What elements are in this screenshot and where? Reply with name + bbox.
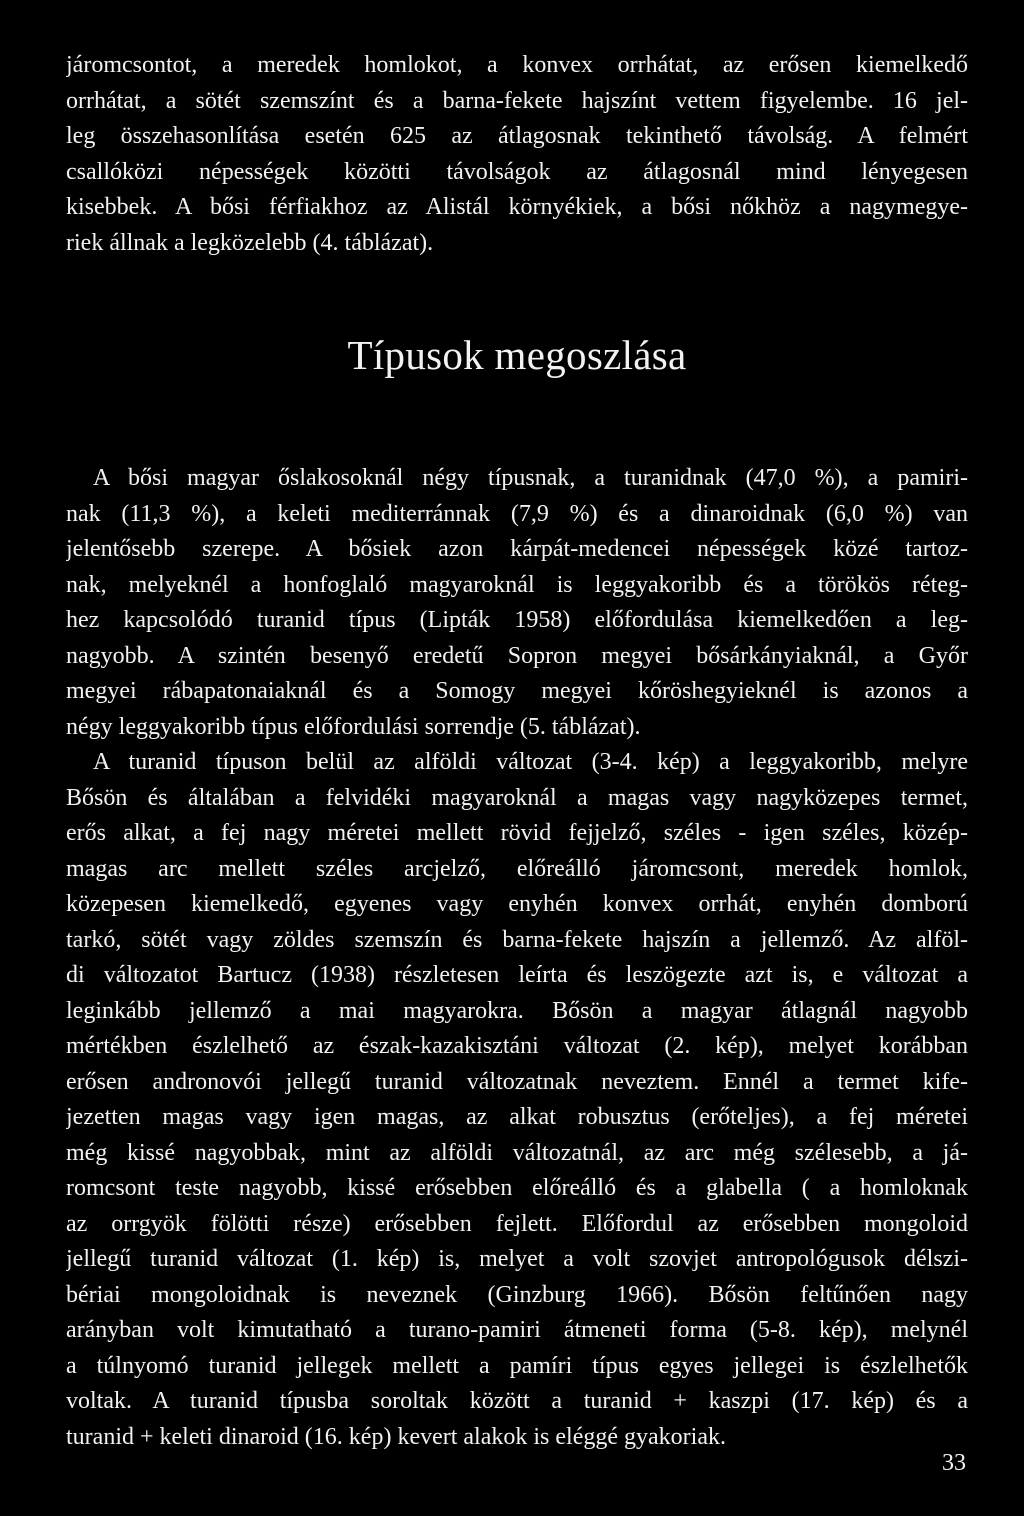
text-line: A turanid típuson belül az alföldi változat (3-4. kép) a leggyakoribb, melyre bbox=[93, 749, 968, 775]
text-line: romcsont teste nagyobb, kissé erősebben előreálló és a glabella ( a homloknak bbox=[66, 1175, 968, 1201]
page-number: 33 bbox=[942, 1450, 966, 1476]
text-line: A bősi magyar őslakosoknál négy típusnak, a turanidnak (47,0 %), a pamiri- bbox=[93, 465, 968, 491]
text-line: nak, melyeknél a honfoglaló magyaroknál is leggyakoribb és a törökös réteg- bbox=[66, 571, 968, 598]
text-line: leg összehasonlítása esetén 625 az átlagosnak tekinthető távolság. A felmért bbox=[66, 123, 968, 149]
text-line: erős alkat, a fej nagy méretei mellett rövid fejjelző, széles - igen széles, közép- bbox=[66, 820, 968, 846]
text-line: a túlnyomó turanid jellegek mellett a pamíri típus egyes jellegei is észlelhetők bbox=[66, 1352, 968, 1379]
text-line: jezetten magas vagy igen magas, az alkat robusztus (erőteljes), a fej méretei bbox=[66, 1104, 968, 1130]
text-line: kisebbek. A bősi férfiakhoz az Alistál környékiek, a bősi nőkhöz a nagymegye- bbox=[66, 194, 968, 220]
text-line: közepesen kiemelkedő, egyenes vagy enyhén konvex orrhát, enyhén domború bbox=[66, 891, 968, 917]
page-body bbox=[66, 48, 968, 1455]
text-line: még kissé nagyobbak, mint az alföldi változatnál, az arc még szélesebb, a já- bbox=[66, 1139, 968, 1166]
text-line: négy leggyakoribb típus előfordulási sorrendje (5. táblázat). bbox=[66, 713, 641, 740]
text-line: di változatot Bartucz (1938) részletesen leírta és leszögezte azt is, e változat a bbox=[66, 962, 968, 988]
text-line: nak (11,3 %), a keleti mediterránnak (7,9 %) és a dinaroidnak (6,0 %) van bbox=[66, 500, 968, 527]
paragraph-types-distribution bbox=[66, 461, 968, 745]
text-line: az orrgyök fölötti része) erősebben fejlett. Előfordul az erősebben mongoloid bbox=[66, 1210, 968, 1237]
text-line: jelentősebb szerepe. A bősiek azon kárpát-medencei népességek közé tartoz- bbox=[66, 536, 968, 562]
text-line: csallóközi népességek közötti távolságok az átlagosnál mind lényegesen bbox=[66, 158, 968, 185]
text-line: orrhátat, a sötét szemszínt és a barna-fekete hajszínt vettem figyelembe. 16 jel- bbox=[66, 87, 968, 114]
text-line: leginkább jellemző a mai magyarokra. Bősön a magyar átlagnál nagyobb bbox=[66, 997, 968, 1024]
text-line: mértékben észlelhető az észak-kazakisztáni változat (2. kép), melyet korábban bbox=[66, 1033, 968, 1059]
text-line: megyei rábapatonaiaknál és a Somogy megyei kőröshegyieknél is azonos a bbox=[66, 678, 968, 704]
paragraph-turanid-variants bbox=[66, 745, 968, 1455]
text-line: magas arc mellett széles arcjelző, előreálló járomcsont, meredek homlok, bbox=[66, 855, 968, 882]
text-line: tarkó, sötét vagy zöldes szemszín és barna-fekete hajszín a jellemző. Az alföl- bbox=[66, 926, 968, 953]
text-line: hez kapcsolódó turanid típus (Lipták 1958) előfordulása kiemelkedően a leg- bbox=[66, 607, 968, 633]
text-line: erősen andronovói jellegű turanid változatnak neveztem. Ennél a termet kife- bbox=[66, 1068, 968, 1095]
text-line: voltak. A turanid típusba soroltak között a turanid + kaszpi (17. kép) és a bbox=[66, 1388, 968, 1414]
intro-paragraph bbox=[66, 48, 968, 261]
text-line: nagyobb. A szintén besenyő eredetű Sopron megyei bősárkányiaknál, a Győr bbox=[66, 642, 968, 669]
text-line: arányban volt kimutatható a turano-pamiri átmeneti forma (5-8. kép), melynél bbox=[66, 1317, 968, 1343]
text-line: bériai mongoloidnak is neveznek (Ginzburg 1966). Bősön feltűnően nagy bbox=[66, 1281, 968, 1308]
text-line: Bősön és általában a felvidéki magyaroknál a magas vagy nagyközepes termet, bbox=[66, 784, 968, 811]
text-line: turanid + keleti dinaroid (16. kép) kevert alakok is eléggé gyakoriak. bbox=[66, 1423, 726, 1450]
text-line: riek állnak a legközelebb (4. táblázat). bbox=[66, 229, 434, 256]
text-line: jellegű turanid változat (1. kép) is, melyet a volt szovjet antropológusok délszi- bbox=[66, 1246, 968, 1272]
text-line: járomcsontot, a meredek homlokot, a konvex orrhátat, az erősen kiemelkedő bbox=[66, 52, 968, 78]
section-heading: Típusok megoszlása bbox=[347, 332, 687, 378]
